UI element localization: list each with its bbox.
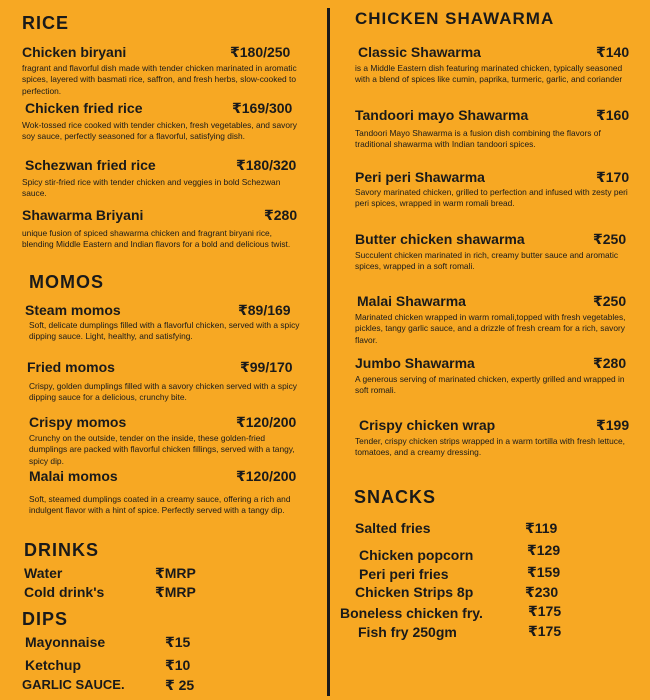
menu-item-price: ₹140: [596, 44, 630, 60]
menu-item-name: Peri peri fries: [359, 566, 449, 582]
menu-item-name: Crispy momos: [29, 414, 127, 430]
menu-item-price: ₹175: [528, 603, 562, 619]
menu-item-price: ₹250: [593, 293, 627, 309]
drinks-heading: DRINKS: [24, 540, 100, 560]
menu-item-desc: Soft, delicate dumplings filled with a flavorful chicken, served with a spicy dipping sauce. Light, healthy, and satisfying.: [29, 320, 300, 342]
menu-item-name: Ketchup: [25, 657, 81, 673]
menu-item-desc: is a Middle Eastern dish featuring marinated chicken, typically seasoned with a blend of spices like cumin, paprika, turmeric, garlic, and coriander: [355, 63, 623, 85]
menu-item-price: ₹250: [593, 231, 627, 247]
menu-item-name: Peri peri Shawarma: [355, 169, 485, 185]
column-divider: [327, 8, 330, 696]
menu-item-name: Steam momos: [25, 302, 121, 318]
menu-item-price: ₹280: [593, 355, 627, 371]
menu-item-price: ₹MRP: [155, 565, 196, 581]
menu-item-price: ₹89/169: [238, 302, 291, 318]
momos-heading: MOMOS: [29, 272, 104, 292]
menu-item-desc: Spicy stir-fried rice with tender chicken and veggies in bold Schezwan sauce.: [22, 177, 281, 199]
snacks-heading: SNACKS: [354, 487, 437, 507]
menu-item-desc: unique fusion of spiced shawarma chicken and fragrant biryani rice, blending Middle Eastern and Indian flavors for a bold and delicious twist.: [22, 228, 291, 250]
menu-item-desc: Tender, crispy chicken strips wrapped in a warm tortilla with fresh lettuce, tomatoes, and a creamy dressing.: [355, 436, 625, 458]
menu-item-name: Chicken fried rice: [25, 100, 143, 116]
menu-item-name: Butter chicken shawarma: [355, 231, 525, 247]
menu-item-price: ₹159: [527, 564, 561, 580]
menu-item-name: Fried momos: [27, 359, 115, 375]
menu-item-name: Malai Shawarma: [357, 293, 466, 309]
menu-item-name: Classic Shawarma: [358, 44, 481, 60]
menu-item-desc: Crunchy on the outside, tender on the inside, these golden-fried dumplings are packed with flavorful chicken fillings, served with a tangy, spicy dip.: [29, 433, 295, 466]
menu-item-desc: Savory marinated chicken, grilled to perfection and infused with zesty peri peri spices, wrapped in warm romali bread.: [355, 187, 628, 209]
menu-item-price: ₹10: [165, 657, 191, 673]
menu-item-price: ₹160: [596, 107, 630, 123]
menu-item-price: ₹199: [596, 417, 630, 433]
menu-item-name: Chicken biryani: [22, 44, 127, 60]
menu-item-name: Crispy chicken wrap: [359, 417, 496, 433]
menu-item-desc: Tandoori Mayo Shawarma is a fusion dish combining the flavors of traditional shawarma with Indian tandoori spices.: [355, 128, 601, 150]
menu-item-name: Schezwan fried rice: [25, 157, 156, 173]
menu-item-name: Malai momos: [29, 468, 118, 484]
menu-item-price: ₹280: [264, 207, 298, 223]
menu-item-price: ₹180/320: [236, 157, 297, 173]
menu-item-name: Shawarma Briyani: [22, 207, 144, 223]
menu-item-price: ₹120/200: [236, 468, 297, 484]
menu-item-desc: A generous serving of marinated chicken, expertly grilled and wrapped in soft romali.: [355, 374, 625, 396]
menu-item-price: ₹169/300: [232, 100, 293, 116]
menu-item-name: Chicken popcorn: [359, 547, 474, 563]
menu-item-desc: Marinated chicken wrapped in warm romali,topped with fresh vegetables, pickles, tangy garlic sauce, and a drizzle of fresh cream for a rich, savory flavor.: [355, 312, 626, 345]
menu-item-desc: Succulent chicken marinated in rich, creamy butter sauce and aromatic spices, wrapped in a soft romali.: [355, 250, 619, 272]
dips-heading: DIPS: [22, 609, 69, 629]
menu-item-name: Jumbo Shawarma: [355, 355, 475, 371]
menu-item-price: ₹129: [527, 542, 561, 558]
menu-item-name: Mayonnaise: [25, 634, 106, 650]
menu-item-desc: fragrant and flavorful dish made with tender chicken marinated in aromatic spices, layered with basmati rice, saffron, and fresh herbs, slow-cooked to perfection.: [22, 63, 297, 96]
menu-item-desc: Soft, steamed dumplings coated in a creamy sauce, offering a rich and indulgent flavor with a hint of spice. Perfectly served with a tangy dip.: [29, 494, 291, 516]
menu-item-price: ₹180/250: [230, 44, 291, 60]
menu-item-name: Boneless chicken fry.: [340, 605, 483, 621]
menu-item-price: ₹119: [525, 520, 558, 536]
menu-item-price: ₹99/170: [240, 359, 293, 375]
menu-item-price: ₹175: [528, 623, 562, 639]
menu-item-price: ₹MRP: [155, 584, 196, 600]
menu-item-price: ₹ 25: [165, 677, 195, 693]
menu-item-name: Cold drink's: [24, 584, 105, 600]
menu-item-price: ₹120/200: [236, 414, 297, 430]
menu-item-desc: Wok-tossed rice cooked with tender chicken, fresh vegetables, and savory soy sauce, perfectly seasoned for a flavorful, satisfying dish.: [22, 120, 297, 142]
menu-item-desc: Crispy, golden dumplings filled with a savory chicken served with a spicy dipping sauce for a delicious, crunchy bite.: [29, 381, 297, 403]
menu-item-price: ₹230: [525, 584, 559, 600]
menu-item-price: ₹170: [596, 169, 630, 185]
menu-item-price: ₹15: [165, 634, 191, 650]
shawarma-heading: CHICKEN SHAWARMA: [355, 9, 555, 28]
menu-item-name: GARLIC SAUCE.: [22, 677, 125, 692]
menu-item-name: Water: [24, 565, 63, 581]
menu-item-name: Fish fry 250gm: [358, 624, 457, 640]
menu-item-name: Chicken Strips 8p: [355, 584, 474, 600]
menu-item-name: Salted fries: [355, 520, 431, 536]
rice-heading: RICE: [22, 13, 70, 33]
menu-item-name: Tandoori mayo Shawarma: [355, 107, 529, 123]
